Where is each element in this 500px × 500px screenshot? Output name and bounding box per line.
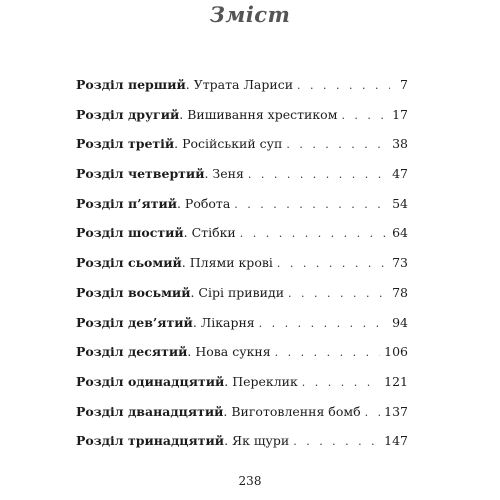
toc-entry-label <box>76 372 298 392</box>
toc-entry <box>76 253 408 283</box>
dot-leader <box>297 76 390 96</box>
chapter-title: . Переклик <box>224 373 298 389</box>
toc-entry-label <box>76 75 293 95</box>
chapter-page-number: 121 <box>384 373 408 389</box>
toc-entry-label <box>76 283 284 303</box>
chapter-title: . Зеня <box>204 166 244 182</box>
dot-leader <box>248 165 388 185</box>
chapter-number: Розділ восьмий <box>76 284 191 300</box>
chapter-number: Розділ перший <box>76 77 186 92</box>
toc-entry-label <box>76 134 282 154</box>
table-of-contents <box>76 75 408 461</box>
dot-leader <box>365 403 381 423</box>
chapter-number: Розділ другий <box>76 106 180 122</box>
chapter-title: . Лікарня <box>192 314 255 330</box>
chapter-page-number: 17 <box>392 106 408 122</box>
chapter-title: . Виготовлення бомб <box>223 403 361 419</box>
dot-leader <box>286 135 388 155</box>
chapter-number: Розділ п’ятий <box>76 195 177 211</box>
chapter-page-number: 147 <box>384 433 408 449</box>
chapter-page-number: 38 <box>392 136 408 152</box>
chapter-number: Розділ сьомий <box>76 255 182 271</box>
toc-entry <box>76 342 408 372</box>
chapter-page-number: 47 <box>392 166 408 182</box>
chapter-title: . Нова сукня <box>187 344 271 360</box>
chapter-title: . Вишивання хрестиком <box>179 106 338 122</box>
toc-entry <box>76 223 408 253</box>
chapter-page-number: 78 <box>392 284 408 300</box>
toc-entry <box>76 402 408 432</box>
toc-entry <box>76 164 408 194</box>
toc-entry <box>76 431 408 461</box>
chapter-title: . Робота <box>176 195 231 211</box>
toc-entry-label <box>76 313 255 333</box>
chapter-number: Розділ одинадцятий <box>76 373 225 389</box>
dot-leader <box>288 284 388 304</box>
toc-entry <box>76 313 408 343</box>
chapter-number: Розділ четвертий <box>76 166 205 182</box>
toc-entry <box>76 283 408 313</box>
toc-entry <box>76 75 408 105</box>
dot-leader <box>341 106 388 126</box>
chapter-number: Розділ дев’ятий <box>76 314 193 330</box>
toc-entry-label <box>76 431 289 451</box>
chapter-page-number: 137 <box>384 403 408 419</box>
dot-leader <box>277 254 388 274</box>
page-title: Зміст <box>209 2 291 27</box>
toc-entry-label <box>76 402 361 422</box>
chapter-title: . Російський суп <box>174 136 283 152</box>
chapter-number: Розділ третій <box>76 136 175 152</box>
chapter-number: Розділ десятий <box>76 344 188 360</box>
chapter-title: . Як щури <box>224 433 290 449</box>
chapter-page-number: 64 <box>392 225 408 241</box>
chapter-number: Розділ тринадцятий <box>76 433 225 449</box>
toc-entry <box>76 105 408 135</box>
toc-entry-label <box>76 253 273 273</box>
dot-leader <box>259 314 388 334</box>
chapter-title: . Плями крові <box>181 255 273 271</box>
chapter-page-number: 73 <box>392 255 408 271</box>
toc-entry <box>76 134 408 164</box>
toc-entry <box>76 372 408 402</box>
toc-entry-label <box>76 105 337 125</box>
dot-leader <box>293 432 380 452</box>
chapter-page-number: 7 <box>400 77 408 92</box>
dot-leader <box>275 343 381 363</box>
toc-entry <box>76 194 408 224</box>
chapter-page-number: 54 <box>392 195 408 211</box>
toc-entry-label <box>76 164 244 184</box>
chapter-page-number: 94 <box>392 314 408 330</box>
toc-entry-label <box>76 342 271 362</box>
dot-leader <box>234 195 388 215</box>
chapter-title: . Сірі привиди <box>190 284 285 300</box>
dot-leader <box>302 373 380 393</box>
chapter-number: Розділ дванадцятий <box>76 403 224 419</box>
page-number: 238 <box>238 474 262 488</box>
chapter-number: Розділ шостий <box>76 225 184 241</box>
chapter-title: . Утрата Лариси <box>185 77 294 92</box>
chapter-page-number: 106 <box>384 344 408 360</box>
chapter-title: . Стібки <box>183 225 236 241</box>
toc-entry-label <box>76 223 236 243</box>
dot-leader <box>240 224 388 244</box>
toc-entry-label <box>76 194 230 214</box>
